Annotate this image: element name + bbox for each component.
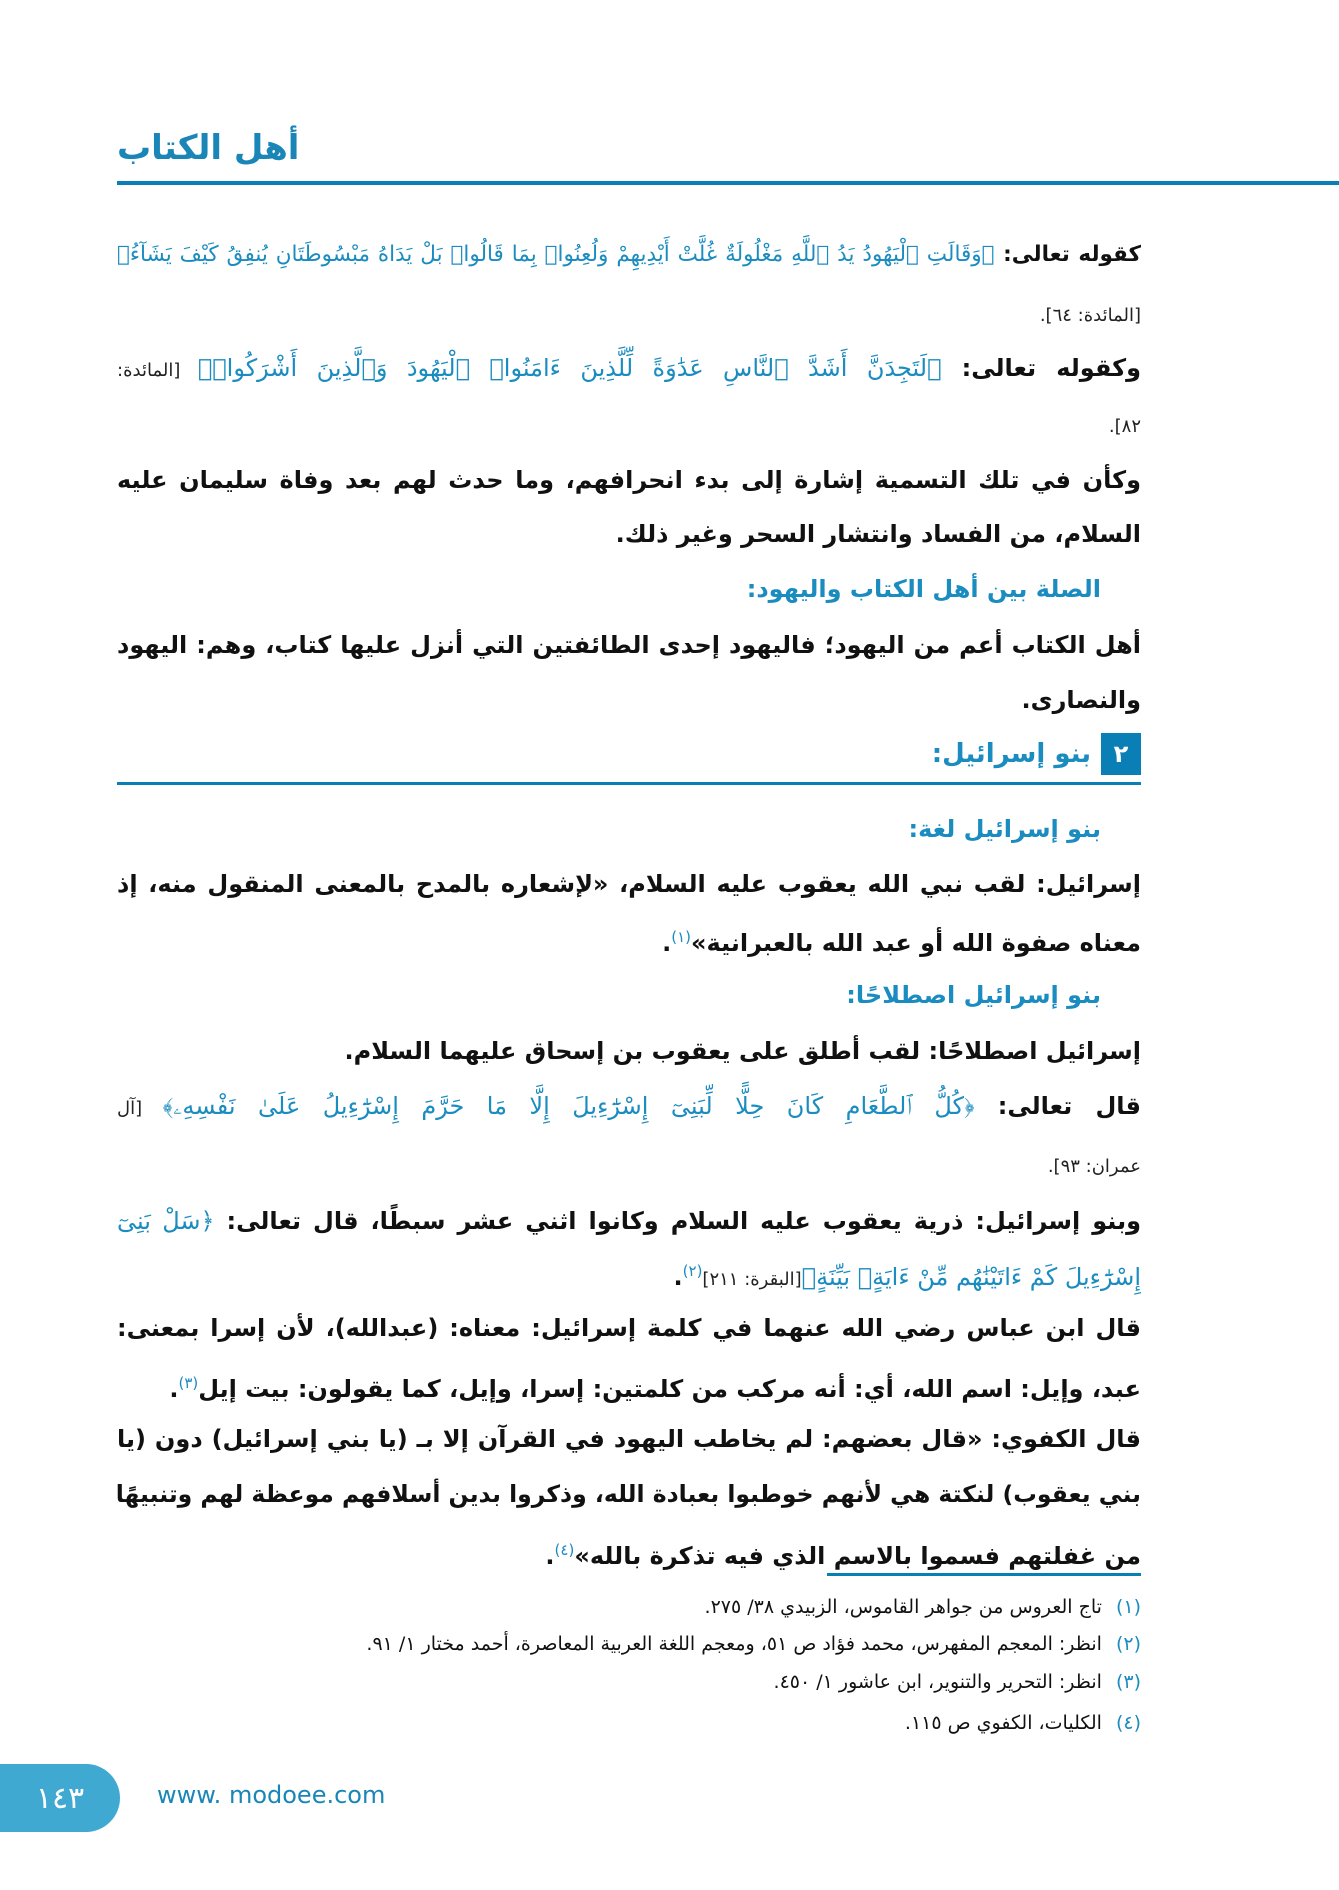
body-text: إسرائيل: لقب نبي الله يعقوب عليه السلام، «لإشعاره بالمدح بالمعنى المنقول منه، إذ [117,870,1141,898]
text-line [117,1144,1141,1187]
footnote-item [117,1667,1141,1697]
footnote-number: (٣) [1115,1671,1141,1693]
page-number-badge: ١٤٣ [0,1764,120,1832]
website-link[interactable]: www. modoee.com [157,1781,386,1809]
body-text: معناه صفوة الله أو عبد الله بالعبرانية» [691,929,1141,957]
text-line [117,1308,1141,1348]
text-line [117,569,1141,609]
body-text: . [169,1375,179,1403]
body-text: عبد، وإيل: اسم الله، أي: أنه مركب من كلمتين: إسرا، وإيل، كما يقولون: بيت إيل [198,1375,1141,1403]
text-line [117,1474,1141,1514]
body-text: من غفلتهم فسموا بالاسم الذي فيه تذكرة بالله» [574,1542,1141,1570]
text-line [117,235,1141,275]
text-line [117,1419,1141,1459]
text-line [117,680,1141,720]
footnote-marker[interactable]: (٤) [554,1541,575,1559]
footnote-item [117,1592,1141,1622]
text-line [117,1251,1141,1300]
body-text: كقوله تعالى: [994,242,1141,267]
body-text: وكقوله تعالى: [941,354,1142,382]
subheading: بنو إسرائيل لغة: [908,815,1101,843]
footnote-marker[interactable]: (٣) [178,1374,199,1392]
verse-reference: [المائدة: ٦٤]. [1039,305,1141,326]
quran-verse: ﴿لَتَجِدَنَّ أَشَدَّ ٱلنَّاسِ عَدَٰوَةً لِّلَّذِينَ ءَامَنُوا۟ ٱلْيَهُودَ وَٱلَّذِينَ أَشْرَكُوا۟﴾ [197,354,942,382]
text-line [117,348,1141,391]
body-text: قال الكفوي: «قال بعضهم: لم يخاطب اليهود في القرآن إلا بـ (يا بني إسرائيل) دون (يا [117,1425,1141,1453]
text-line [117,1201,1141,1241]
text-line [117,1086,1141,1129]
text-line [117,1530,1141,1576]
verse-reference: [البقرة: ٢١١] [702,1269,802,1290]
header-divider [117,181,1339,185]
section-heading [932,733,1141,775]
footnote-marker[interactable]: (٢) [682,1262,703,1280]
body-text: أهل الكتاب أعم من اليهود؛ فاليهود إحدى الطائفتين التي أنزل عليها كتاب، وهم: اليهود [117,631,1141,659]
running-header-title: أهل الكتاب [117,128,300,168]
body-text: . [545,1542,555,1570]
body-text: السلام، من الفساد وانتشار السحر وغير ذلك. [615,520,1141,548]
footnote-item [117,1708,1141,1738]
verse-reference: [المائدة: [117,360,198,381]
footnote-separator [827,1573,1141,1576]
text-line [117,514,1141,554]
text-line [117,917,1141,963]
body-text: قال تعالى: [974,1092,1141,1120]
subheading: بنو إسرائيل اصطلاحًا: [846,981,1101,1009]
section-number-badge: ٢ [1101,733,1141,775]
section-divider [117,782,1141,785]
text-line [117,404,1141,447]
footnote-number: (٤) [1115,1712,1141,1734]
text-line [117,460,1141,500]
verse-reference: [آل [117,1098,163,1119]
body-text: وكأن في تلك التسمية إشارة إلى بدء انحرافهم، وما حدث لهم بعد وفاة سليمان عليه [117,466,1141,494]
verse-reference: ٨٢]. [1108,416,1141,437]
verse-reference: عمران: ٩٣]. [1047,1156,1141,1177]
footnote-number: (٢) [1115,1633,1141,1655]
text-line [117,975,1141,1015]
footnote-item [117,1629,1141,1659]
footnote-marker[interactable]: (١) [671,928,692,946]
footnote-number: (١) [1115,1596,1141,1618]
text-line [117,1031,1141,1071]
text-line [117,1363,1141,1409]
footnote-text: الكليات، الكفوي ص ١١٥. [904,1712,1102,1734]
body-text: . [673,1263,683,1291]
body-text: بني يعقوب) لنكتة هي لأنهم خوطبوا بعبادة الله، وذكروا بدين أسلافهم موعظة لهم وتنبيهًا [115,1480,1141,1508]
text-line [117,293,1141,336]
body-text: . [662,929,672,957]
body-text: إسرائيل اصطلاحًا: لقب أطلق على يعقوب بن إسحاق عليهما السلام. [344,1037,1141,1065]
body-text: وبنو إسرائيل: ذرية يعقوب عليه السلام وكانوا اثني عشر سبطًا، قال تعالى: [214,1207,1141,1235]
subheading: الصلة بين أهل الكتاب واليهود: [746,575,1101,603]
quran-verse: إِسْرَٰٓءِيلَ كَمْ ءَاتَيْنَٰهُم مِّنْ ءَايَةٍۭ بَيِّنَةٍ﴾ [801,1263,1141,1291]
quran-verse: ﴿كُلُّ ٱلطَّعَامِ كَانَ حِلًّا لِّبَنِىٓ إِسْرَٰٓءِيلَ إِلَّا مَا حَرَّمَ إِسْرَٰٓءِيلُ عَلَىٰ نَفْسِهِۦ﴾ [162,1092,975,1120]
footnote-text: تاج العروس من جواهر القاموس، الزبيدي ٣٨/ ٢٧٥. [704,1596,1102,1618]
text-line [117,625,1141,665]
body-text: والنصارى. [1021,686,1141,714]
quran-verse: ﴿سَلْ بَنِىٓ [117,1207,215,1235]
text-line [117,809,1141,849]
footnote-text: انظر: التحرير والتنوير، ابن عاشور ١/ ٤٥٠. [773,1671,1102,1693]
text-line [117,864,1141,904]
quran-verse: ﴿وَقَالَتِ ٱلْيَهُودُ يَدُ ٱللَّهِ مَغْلُولَةٌ غُلَّتْ أَيْدِيهِمْ وَلُعِنُوا۟ بِمَا قَالُوا۟ بَلْ يَدَاهُ مَبْسُوطَتَانِ يُنفِقُ كَيْفَ يَشَآءُ﴾ [117,242,995,267]
footnote-text: انظر: المعجم المفهرس، محمد فؤاد ص ٥١، ومعجم اللغة العربية المعاصرة، أحمد مختار ١/ ٩١. [366,1633,1102,1655]
body-text: قال ابن عباس رضي الله عنهما في كلمة إسرائيل: معناه: (عبدالله)، لأن إسرا بمعنى: [117,1314,1141,1342]
section-title: بنو إسرائيل: [931,739,1091,769]
